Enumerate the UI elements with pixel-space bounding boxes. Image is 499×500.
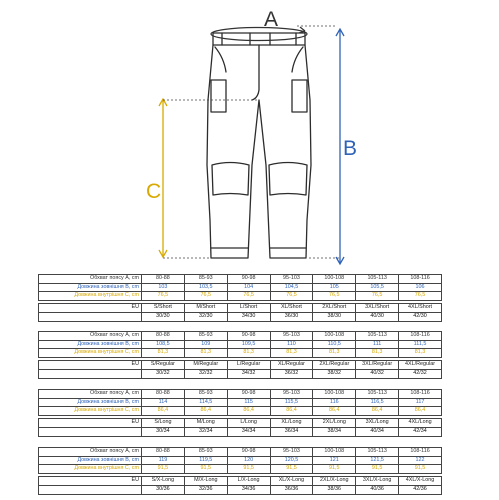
table-row-us-size [39,485,442,494]
table-cell: 115 [227,398,270,407]
table-cell: 95-103 [270,448,313,457]
row-label: Довжина зовнішня B, cm [39,283,142,292]
table-cell: 38/34 [313,427,356,436]
table-cell: M/X-Long [184,477,227,486]
table-cell: 36/32 [270,369,313,378]
table-cell: 105-113 [356,275,399,284]
table-cell: 42/30 [399,312,442,321]
table-cell: 85-93 [184,332,227,341]
table-row-eu-size [39,304,442,313]
table-cell: 76,5 [184,292,227,301]
table-cell: 105-113 [356,448,399,457]
table-cell: 111 [356,340,399,349]
table-cell: 91,5 [270,465,313,474]
table-cell: 91,5 [313,465,356,474]
table-cell: 42/36 [399,485,442,494]
table-cell: 81,3 [142,349,185,358]
table-cell: 109,5 [227,340,270,349]
row-label: Довжина зовнішня B, cm [39,456,142,465]
row-label: Обхват поясу A, cm [39,448,142,457]
table-cell: 100-108 [313,390,356,399]
table-cell: XL/Short [270,304,313,313]
table-cell: 110,5 [313,340,356,349]
row-label [39,312,142,321]
row-label: Довжина зовнішня B, cm [39,340,142,349]
table-cell: M/Long [184,419,227,428]
row-label: Довжина внутрішня C, cm [39,465,142,474]
table-row-waist [39,448,442,457]
table-cell: 34/36 [227,485,270,494]
table-cell: 2XL/Long [313,419,356,428]
table-cell: 108-116 [399,448,442,457]
table-cell: 114,5 [184,398,227,407]
table-cell: 2XL/X-Long [313,477,356,486]
table-row-inner-length [39,349,442,358]
table-cell: 36/34 [270,427,313,436]
size-table-short [38,274,442,322]
table-cell: 40/34 [356,427,399,436]
row-label: Довжина внутрішня C, cm [39,407,142,416]
size-table-x-long [38,447,442,495]
table-cell: 80-88 [142,448,185,457]
table-cell: 32/34 [184,427,227,436]
row-label: EU [39,304,142,313]
table-cell: 100-108 [313,275,356,284]
row-label: Обхват поясу A, cm [39,332,142,341]
table-cell: 3XL/Long [356,419,399,428]
table-row-waist [39,275,442,284]
table-cell: 105 [313,283,356,292]
table-cell: 105,5 [356,283,399,292]
table-cell: 81,3 [184,349,227,358]
table-cell: 85-93 [184,448,227,457]
table-cell: 116 [313,398,356,407]
table-cell: 109 [184,340,227,349]
table-cell: 32/32 [184,369,227,378]
table-cell: 95-103 [270,275,313,284]
table-row-eu-size [39,477,442,486]
table-cell: 30/34 [142,427,185,436]
table-cell: S/X-Long [142,477,185,486]
table-cell: 40/32 [356,369,399,378]
table-cell: S/Long [142,419,185,428]
table-cell: 76,5 [227,292,270,301]
table-cell: 91,5 [227,465,270,474]
table-cell: 30/30 [142,312,185,321]
table-cell: 4XL/Short [399,304,442,313]
table-cell: 4XL/X-Long [399,477,442,486]
row-label [39,427,142,436]
row-label: Довжина внутрішня C, cm [39,292,142,301]
table-cell: L/X-Long [227,477,270,486]
table-cell: 116,5 [356,398,399,407]
table-cell: 40/30 [356,312,399,321]
table-cell: 42/34 [399,427,442,436]
table-cell: 34/34 [227,427,270,436]
table-cell: 86,4 [313,407,356,416]
table-cell: 117 [399,398,442,407]
table-cell: 81,3 [356,349,399,358]
size-table-regular [38,331,442,379]
table-cell: 108-116 [399,332,442,341]
table-cell: 110 [270,340,313,349]
table-cell: 115,5 [270,398,313,407]
table-cell: M/Regular [184,361,227,370]
table-cell: L/Regular [227,361,270,370]
table-row-us-size [39,312,442,321]
table-cell: S/Regular [142,361,185,370]
table-row-inner-length [39,407,442,416]
row-label: Довжина внутрішня C, cm [39,349,142,358]
table-cell: 76,5 [399,292,442,301]
table-cell: 86,4 [227,407,270,416]
table-cell: 100-108 [313,332,356,341]
table-cell: 81,3 [270,349,313,358]
table-cell: 76,5 [313,292,356,301]
label-c: C [146,180,162,203]
table-cell: 86,4 [142,407,185,416]
table-cell: 81,3 [399,349,442,358]
table-cell: 111,5 [399,340,442,349]
table-cell: 32/30 [184,312,227,321]
row-label: Обхват поясу A, cm [39,275,142,284]
table-cell: 86,4 [184,407,227,416]
table-cell: 86,4 [399,407,442,416]
table-cell: 95-103 [270,390,313,399]
table-cell: 103 [142,283,185,292]
table-cell: 104 [227,283,270,292]
table-row-waist [39,332,442,341]
table-cell: 119,5 [184,456,227,465]
table-row-waist [39,390,442,399]
row-label: Обхват поясу A, cm [39,390,142,399]
row-label: EU [39,477,142,486]
table-cell: 2XL/Short [313,304,356,313]
table-cell: 90-98 [227,448,270,457]
table-row-inner-length [39,465,442,474]
table-cell: 104,5 [270,283,313,292]
table-cell: 80-88 [142,390,185,399]
row-label [39,369,142,378]
table-cell: 32/36 [184,485,227,494]
table-cell: 121 [313,456,356,465]
table-cell: 4XL/Regular [399,361,442,370]
table-cell: 42/32 [399,369,442,378]
table-cell: 85-93 [184,390,227,399]
table-cell: 120,5 [270,456,313,465]
table-cell: 121,5 [356,456,399,465]
table-cell: 38/36 [313,485,356,494]
table-row-eu-size [39,361,442,370]
table-cell: 80-88 [142,275,185,284]
table-cell: 91,5 [142,465,185,474]
table-cell: 91,5 [399,465,442,474]
table-cell: 86,4 [270,407,313,416]
row-label: Довжина зовнішня B, cm [39,398,142,407]
table-row-outer-length [39,456,442,465]
table-cell: 95-103 [270,332,313,341]
table-cell: 38/32 [313,369,356,378]
table-cell: S/Short [142,304,185,313]
table-cell: 85-93 [184,275,227,284]
table-cell: 91,5 [356,465,399,474]
table-cell: 122 [399,456,442,465]
table-cell: 3XL/X-Long [356,477,399,486]
label-b: B [343,137,358,160]
row-label: EU [39,419,142,428]
table-cell: 76,5 [356,292,399,301]
table-cell: 4XL/Long [399,419,442,428]
label-a: A [264,8,279,31]
size-table-long [38,389,442,437]
table-cell: 108-116 [399,390,442,399]
table-row-outer-length [39,398,442,407]
pants-outline-icon [207,33,311,258]
table-cell: L/Short [227,304,270,313]
table-cell: M/Short [184,304,227,313]
table-cell: 76,5 [142,292,185,301]
table-cell: 103,5 [184,283,227,292]
table-cell: 90-98 [227,332,270,341]
table-cell: 34/32 [227,369,270,378]
table-cell: 90-98 [227,390,270,399]
table-row-outer-length [39,340,442,349]
table-cell: 105-113 [356,390,399,399]
table-cell: XL/X-Long [270,477,313,486]
table-cell: 36/36 [270,485,313,494]
table-row-outer-length [39,283,442,292]
table-cell: 120 [227,456,270,465]
table-cell: 81,3 [227,349,270,358]
table-cell: 3XL/Regular [356,361,399,370]
table-cell: 106 [399,283,442,292]
table-cell: 30/32 [142,369,185,378]
table-cell: XL/Long [270,419,313,428]
row-label [39,485,142,494]
table-row-us-size [39,369,442,378]
table-cell: L/Long [227,419,270,428]
table-cell: 100-108 [313,448,356,457]
table-cell: 114 [142,398,185,407]
table-cell: 81,3 [313,349,356,358]
table-row-us-size [39,427,442,436]
table-cell: 90-98 [227,275,270,284]
table-cell: 3XL/Short [356,304,399,313]
table-cell: 105-113 [356,332,399,341]
table-cell: 30/36 [142,485,185,494]
row-label: EU [39,361,142,370]
table-cell: 108-116 [399,275,442,284]
table-cell: 38/30 [313,312,356,321]
table-cell: 40/36 [356,485,399,494]
table-cell: 86,4 [356,407,399,416]
table-cell: 36/30 [270,312,313,321]
table-cell: 34/30 [227,312,270,321]
table-cell: 80-88 [142,332,185,341]
table-cell: 108,5 [142,340,185,349]
table-cell: 91,5 [184,465,227,474]
table-cell: 2XL/Regular [313,361,356,370]
table-cell: 76,5 [270,292,313,301]
outer-length-indicator [309,29,344,264]
table-row-eu-size [39,419,442,428]
table-cell: 119 [142,456,185,465]
table-cell: XL/Regular [270,361,313,370]
table-row-inner-length [39,292,442,301]
inner-length-indicator [159,99,258,258]
